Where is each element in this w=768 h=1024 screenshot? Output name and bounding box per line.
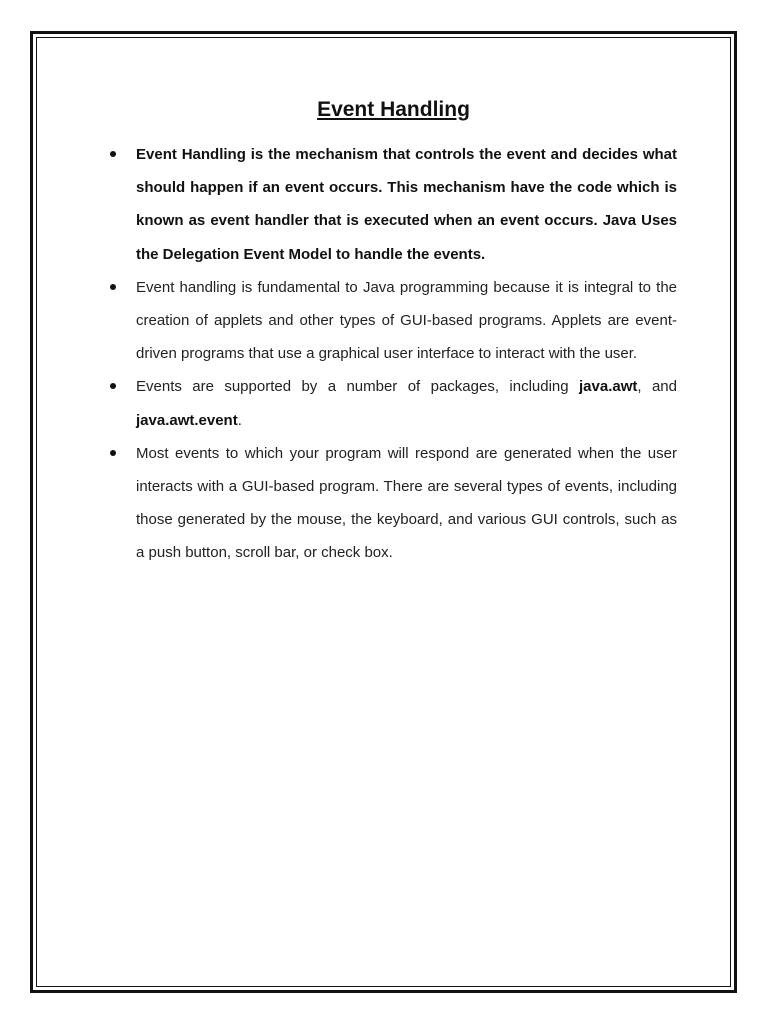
bullet-icon (110, 383, 116, 389)
packages-text-before: Events are supported by a number of packages, including (136, 378, 580, 396)
package-java-awt-event: java.awt.event (136, 411, 238, 429)
bullet-item-definition (110, 138, 677, 271)
bullet-item-events (110, 437, 677, 570)
bullet-item-packages (110, 370, 677, 436)
bullet-text: Event handling is fundamental to Java programming because it is integral to the creation of applets and other types of GUI-based programs. Applets are event-driven programs that use a graphical user interface to interact with the user. (136, 278, 677, 363)
bullet-icon (110, 284, 116, 290)
bullet-icon (110, 450, 116, 456)
packages-text-after: . (237, 411, 242, 429)
bullet-list (110, 138, 677, 570)
bullet-text: Event Handling is the mechanism that controls the event and decides what should happen if an event occurs. This mechanism have the code which is known as event handler that is executed when an event occurs. Java Uses the Delegation Event Model to handle the events. (136, 146, 677, 263)
bullet-text (136, 378, 677, 428)
packages-text-middle: , and (637, 378, 677, 396)
package-java-awt: java.awt (579, 378, 638, 396)
bullet-icon (110, 151, 116, 157)
document-title: Event Handling (317, 98, 470, 121)
bullet-text: Most events to which your program will respond are generated when the user interacts with a GUI-based program. There are several types of events, including those generated by the mouse, the keyboard, and various GUI controls, such as a push button, scroll bar, or check box. (136, 444, 677, 562)
bullet-item-fundamental (110, 271, 677, 371)
document-content (110, 96, 677, 570)
